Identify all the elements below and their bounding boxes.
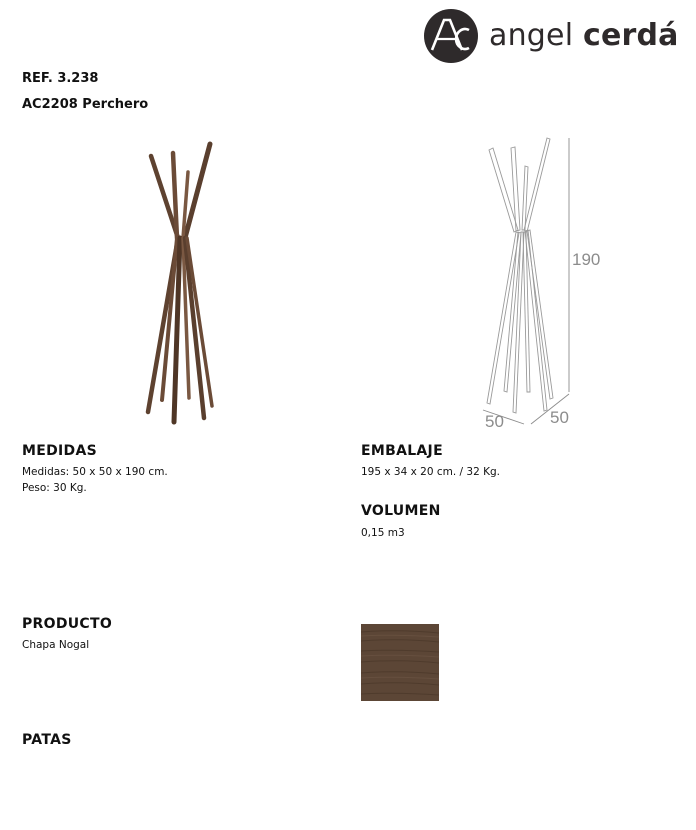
medidas-weight-text: Peso: 30 Kg. — [22, 482, 87, 494]
technical-drawing — [480, 130, 610, 435]
embalaje-heading: EMBALAJE — [361, 443, 443, 459]
width-dimension: 50 — [550, 408, 569, 427]
brand-name-bold: cerdá — [582, 18, 679, 53]
medidas-heading: MEDIDAS — [22, 443, 97, 459]
product-name: AC2208 Perchero — [22, 97, 149, 112]
product-ref: REF. 3.238 — [22, 71, 99, 86]
walnut-veneer-swatch — [361, 624, 439, 701]
volumen-heading: VOLUMEN — [361, 503, 441, 519]
brand-name-light: angel — [489, 18, 574, 53]
patas-heading: PATAS — [22, 732, 72, 748]
volumen-text: 0,15 m3 — [361, 527, 405, 539]
brand-name — [489, 18, 679, 54]
producto-heading: PRODUCTO — [22, 616, 113, 632]
logo-mark — [423, 8, 479, 64]
embalaje-text: 195 x 34 x 20 cm. / 32 Kg. — [361, 466, 501, 478]
height-dimension: 190 — [572, 250, 601, 269]
producto-text: Chapa Nogal — [22, 639, 90, 651]
medidas-dimensions-text: Medidas: 50 x 50 x 190 cm. — [22, 466, 168, 478]
brand-logo — [423, 8, 685, 64]
product-photo — [140, 138, 220, 428]
depth-dimension: 50 — [485, 412, 504, 431]
